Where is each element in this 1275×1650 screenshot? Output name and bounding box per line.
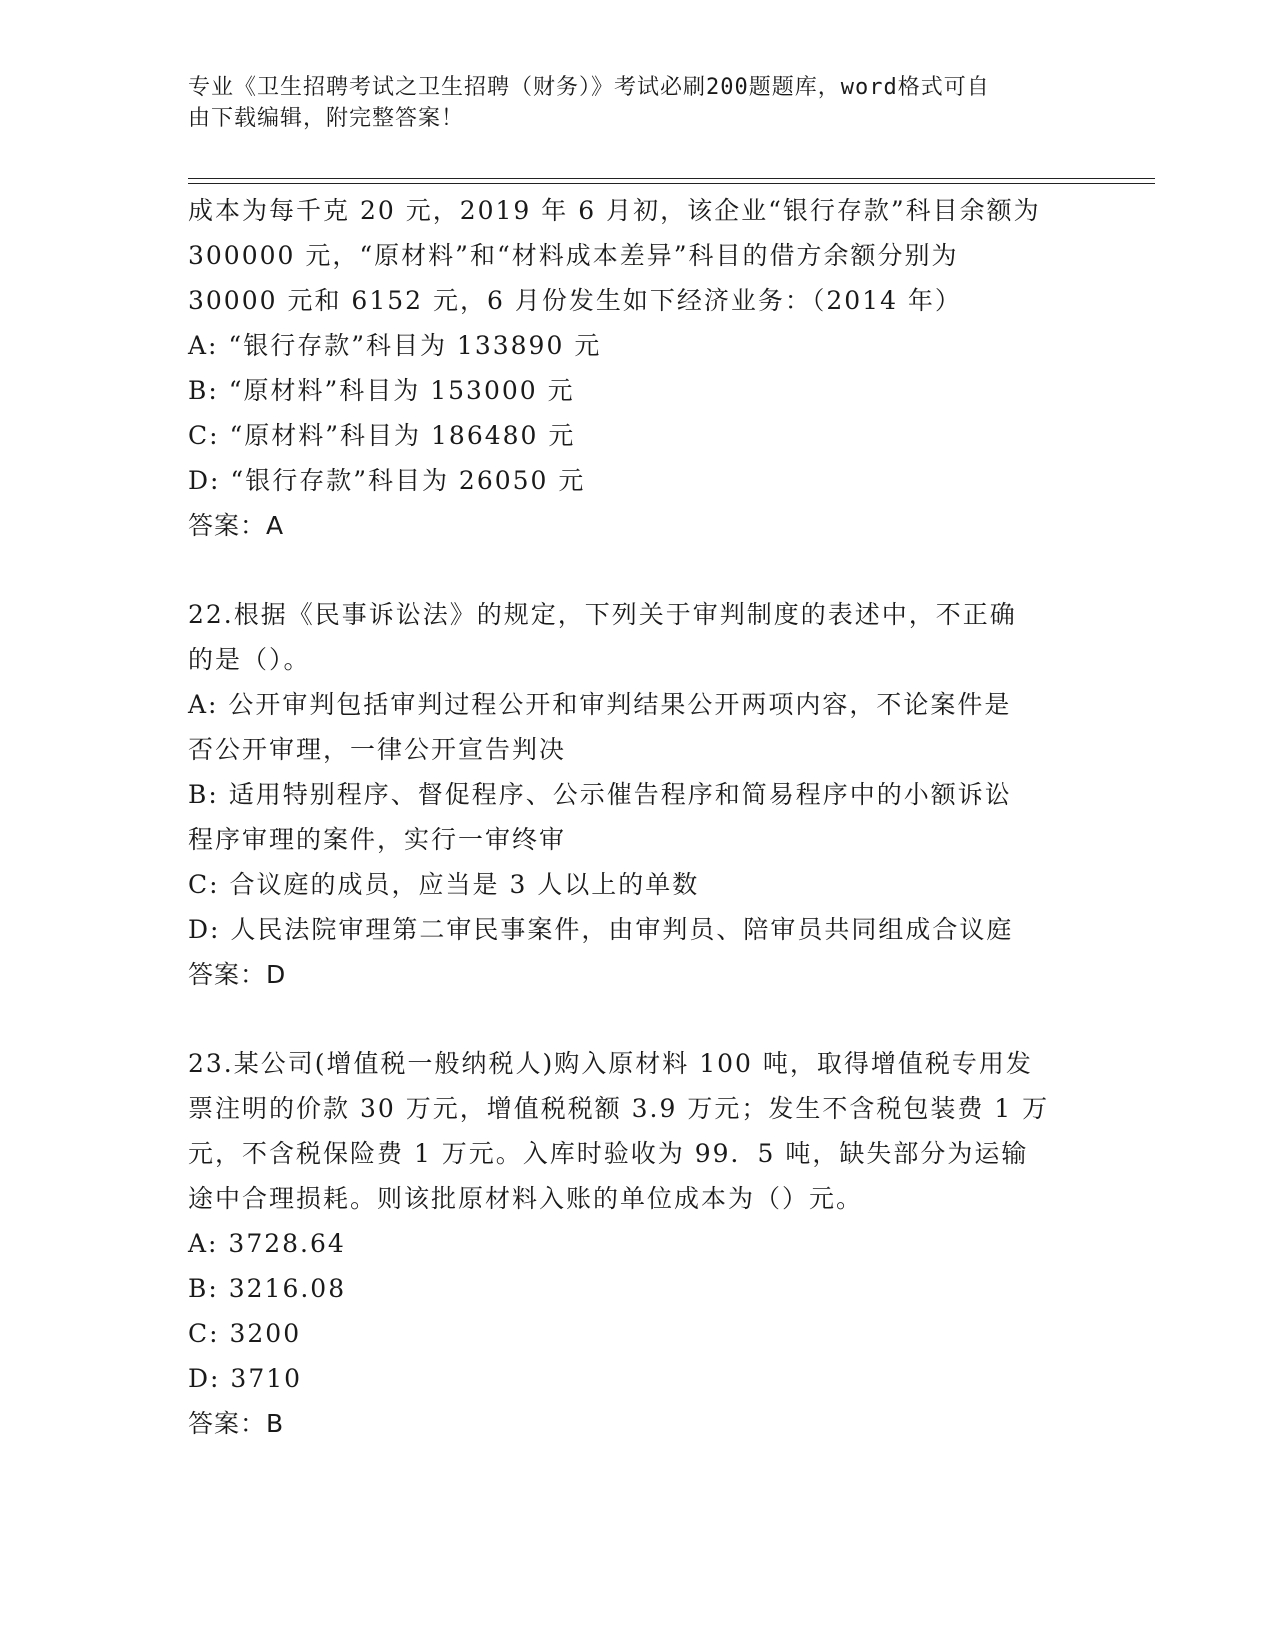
option-b: B: 适用特别程序、督促程序、公示催告程序和简易程序中的小额诉讼 [188, 780, 1012, 809]
option-c: C: 合议庭的成员，应当是 3 人以上的单数 [188, 870, 700, 899]
option-b: B: 3216.08 [188, 1274, 347, 1303]
question-stem-line: 的是（）。 [188, 645, 311, 674]
document-header [188, 72, 1068, 134]
question-stem-line: 22.根据《民事诉讼法》的规定，下列关于审判制度的表述中，不正确 [188, 600, 1017, 629]
question-stem-line: 成本为每千克 20 元，2019 年 6 月初，该企业“银行存款”科目余额为 [188, 196, 1041, 225]
question-content [188, 188, 1088, 1446]
question-stem-line: 途中合理损耗。则该批原材料入账的单位成本为（）元。 [188, 1184, 864, 1213]
answer-label: 答案：D [188, 960, 287, 989]
header-line: 由下载编辑，附完整答案！ [188, 106, 465, 131]
question-23 [188, 1041, 1088, 1446]
option-b: B: “原材料”科目为 153000 元 [188, 376, 575, 405]
answer-label: 答案：A [188, 511, 285, 540]
question-21 [188, 188, 1088, 548]
option-c: C: “原材料”科目为 186480 元 [188, 421, 576, 450]
option-a-continued: 否公开审理，一律公开宣告判决 [188, 735, 567, 764]
header-divider [188, 178, 1155, 179]
header-line: 专业《卫生招聘考试之卫生招聘（财务）》考试必刷200题题库，word格式可自 [188, 75, 990, 100]
option-d: D: 3710 [188, 1364, 303, 1393]
spacer [188, 548, 1088, 592]
option-b-continued: 程序审理的案件，实行一审终审 [188, 825, 567, 854]
option-a: A: 公开审判包括审判过程公开和审判结果公开两项内容，不论案件是 [188, 690, 1012, 719]
question-stem-line: 票注明的价款 30 万元，增值税税额 3.9 万元；发生不含税包装费 1 万 [188, 1094, 1050, 1123]
spacer [188, 997, 1088, 1041]
answer-label: 答案：B [188, 1409, 285, 1438]
question-stem-line: 元，不含税保险费 1 万元。入库时验收为 99．5 吨，缺失部分为运输 [188, 1139, 1029, 1168]
option-d: D: 人民法院审理第二审民事案件，由审判员、陪审员共同组成合议庭 [188, 915, 1014, 944]
option-a: A: 3728.64 [188, 1229, 346, 1258]
question-22 [188, 592, 1088, 997]
option-c: C: 3200 [188, 1319, 302, 1348]
question-stem-line: 23.某公司(增值税一般纳税人)购入原材料 100 吨，取得增值税专用发 [188, 1049, 1033, 1078]
question-stem-line: 30000 元和 6152 元，6 月份发生如下经济业务：（2014 年） [188, 286, 962, 315]
option-a: A: “银行存款”科目为 133890 元 [188, 331, 602, 360]
option-d: D: “银行存款”科目为 26050 元 [188, 466, 586, 495]
header-divider [188, 183, 1155, 184]
question-stem-line: 300000 元，“原材料”和“材料成本差异”科目的借方余额分别为 [188, 241, 959, 270]
